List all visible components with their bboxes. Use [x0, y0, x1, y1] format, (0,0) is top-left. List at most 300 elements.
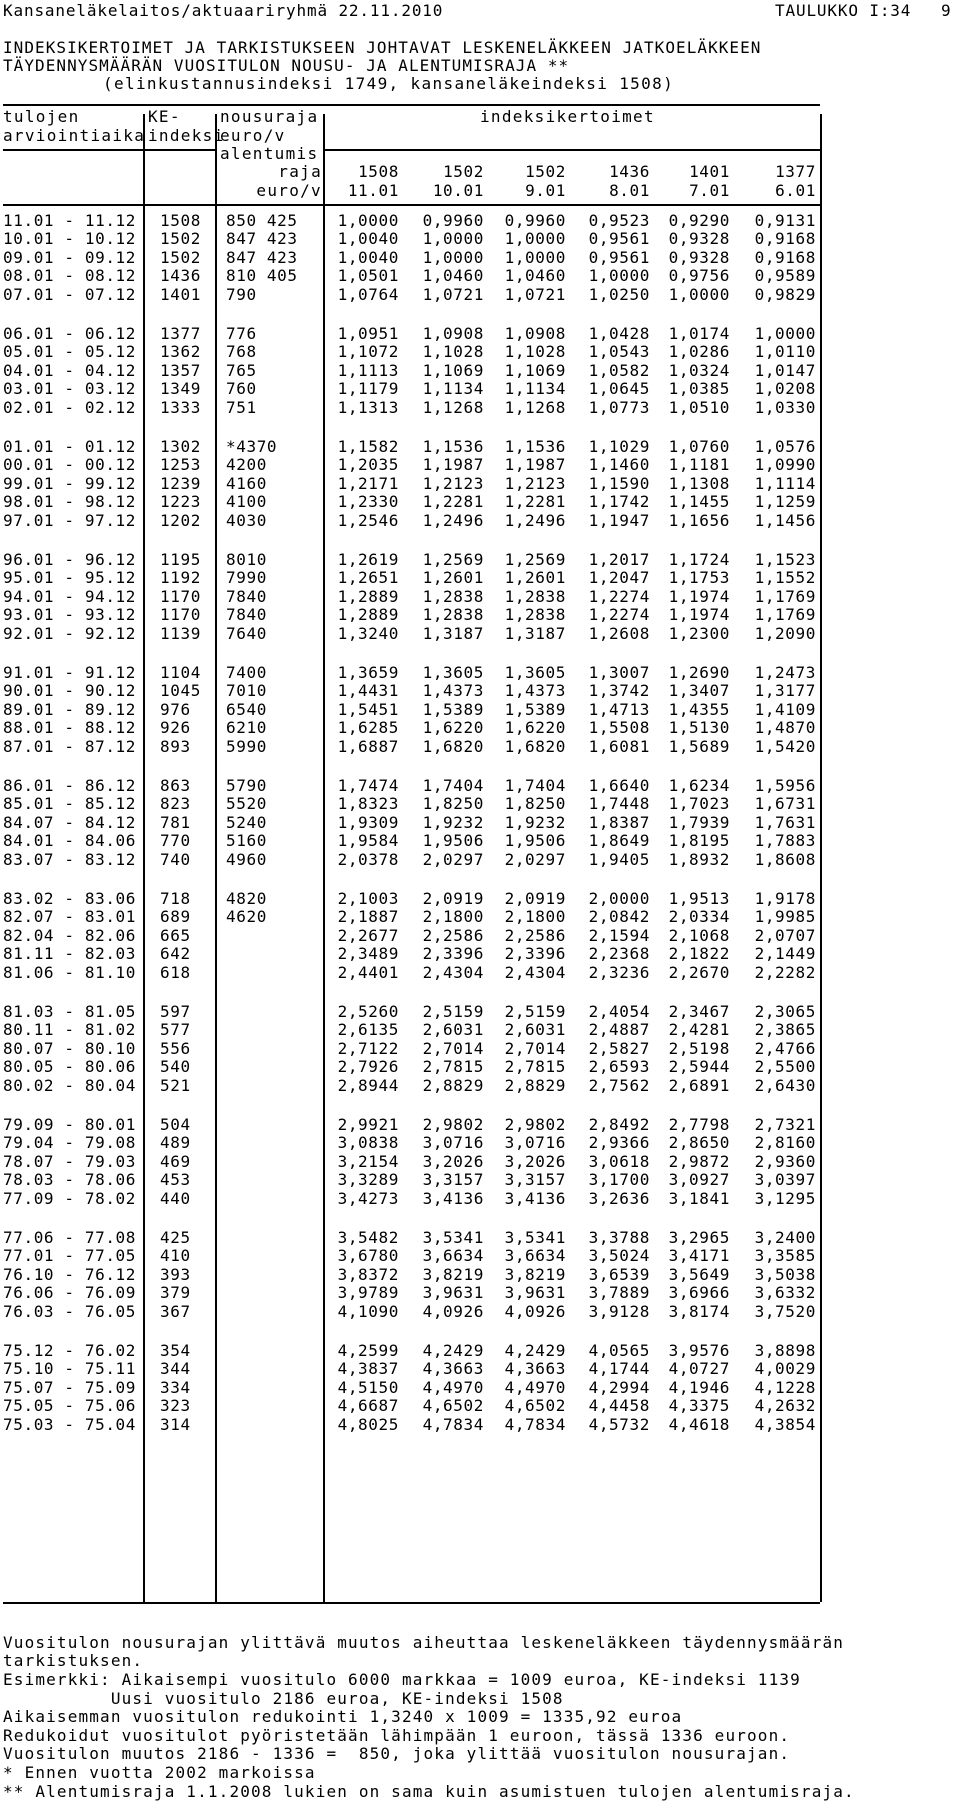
row-period: 99.01 - 99.12 [3, 473, 137, 493]
row-period: 84.01 - 84.06 [3, 831, 137, 851]
row-coefficient: 2,0000 [588, 889, 650, 908]
footer-example-5: Vuositulon muutos 2186 - 1336 = 850, joka ylittää vuositulon nousurajan. [3, 1744, 791, 1763]
row-coefficient: 4,3375 [668, 1396, 730, 1416]
row-coefficient: 1,2496 [422, 510, 484, 530]
row-coefficient: 0,9960 [504, 211, 566, 230]
row-coefficient: 1,2496 [504, 510, 566, 530]
row-coefficient: 1,6887 [337, 736, 399, 756]
row-coefficient: 2,6031 [422, 1020, 484, 1040]
row-coefficient: 2,1449 [754, 944, 816, 964]
row-limit-euro: 776 [226, 324, 257, 343]
row-ke-index: 556 [160, 1038, 191, 1058]
row-coefficient: 2,3865 [754, 1020, 816, 1040]
row-ke-index: 1349 [160, 379, 201, 399]
row-limit-euro: *4370 [226, 437, 278, 456]
row-coefficient: 1,1069 [504, 360, 566, 380]
row-coefficient: 1,0000 [337, 211, 399, 230]
row-coefficient: 1,1313 [337, 397, 399, 417]
row-period: 01.01 - 01.12 [3, 437, 137, 456]
row-coefficient: 1,1134 [504, 379, 566, 399]
row-coefficient: 0,9290 [668, 211, 730, 230]
row-coefficient: 1,7631 [754, 812, 816, 832]
row-coefficient: 2,9360 [754, 1151, 816, 1171]
row-coefficient: 1,1268 [422, 397, 484, 417]
row-coefficient: 1,2047 [588, 568, 650, 588]
row-coefficient: 1,0428 [588, 324, 650, 343]
row-ke-index: 926 [160, 718, 191, 738]
row-limit-euro: 4160 [226, 473, 267, 493]
row-coefficient: 1,5130 [668, 718, 730, 738]
row-coefficient: 4,0926 [422, 1301, 484, 1321]
row-coefficient: 1,2838 [422, 605, 484, 625]
row-coefficient: 2,5260 [337, 1002, 399, 1021]
header-bottom-col3 [217, 204, 323, 206]
row-coefficient: 2,1594 [588, 925, 650, 945]
row-period: 98.01 - 98.12 [3, 492, 137, 512]
row-coefficient: 1,5956 [754, 776, 816, 795]
row-coefficient: 1,3605 [504, 663, 566, 682]
row-coefficient: 1,2171 [337, 473, 399, 493]
coeff-year-header: 1436 [609, 162, 650, 181]
row-coefficient: 2,7014 [422, 1038, 484, 1058]
footer-note-1: Vuositulon nousurajan ylittävä muutos aiheuttaa leskeneläkkeen täydennysmäärän [3, 1633, 845, 1652]
table-label: TAULUKKO I:34 [775, 1, 912, 20]
row-coefficient: 3,0397 [754, 1170, 816, 1190]
row-coefficient: 3,3157 [504, 1170, 566, 1190]
row-ke-index: 1045 [160, 681, 201, 701]
row-coefficient: 1,1656 [668, 510, 730, 530]
row-limit-euro: 4620 [226, 907, 267, 927]
row-coefficient: 1,5420 [754, 736, 816, 756]
row-coefficient: 2,2677 [337, 925, 399, 945]
title-line-1: INDEKSIKERTOIMET JA TARKISTUKSEEN JOHTAVAT LESKENELÄKKEEN JATKOELÄKKEEN [3, 38, 762, 57]
row-ke-index: 1104 [160, 663, 201, 682]
row-coefficient: 2,0378 [337, 849, 399, 869]
row-coefficient: 1,0000 [504, 229, 566, 249]
row-coefficient: 0,9328 [668, 247, 730, 267]
row-coefficient: 1,0460 [422, 266, 484, 286]
row-coefficient: 1,7404 [504, 776, 566, 795]
row-coefficient: 1,1987 [422, 455, 484, 475]
row-coefficient: 1,0147 [754, 360, 816, 380]
row-coefficient: 1,2619 [337, 550, 399, 569]
row-coefficient: 1,1113 [337, 360, 399, 380]
row-coefficient: 1,5508 [588, 718, 650, 738]
row-ke-index: 393 [160, 1264, 191, 1284]
row-coefficient: 2,4054 [588, 1002, 650, 1021]
row-coefficient: 1,2123 [422, 473, 484, 493]
row-coefficient: 4,4458 [588, 1396, 650, 1416]
row-coefficient: 1,2601 [504, 568, 566, 588]
row-coefficient: 3,8219 [422, 1264, 484, 1284]
row-period: 03.01 - 03.12 [3, 379, 137, 399]
row-limit-euro: 5160 [226, 831, 267, 851]
row-coefficient: 1,0250 [588, 284, 650, 304]
row-coefficient: 1,1456 [754, 510, 816, 530]
row-coefficient: 1,0330 [754, 397, 816, 417]
row-coefficient: 1,0582 [588, 360, 650, 380]
row-period: 83.02 - 83.06 [3, 889, 137, 908]
row-coefficient: 1,0510 [668, 397, 730, 417]
row-coefficient: 3,2026 [504, 1151, 566, 1171]
row-coefficient: 1,6081 [588, 736, 650, 756]
org-date-line: Kansaneläkelaitos/aktuaariryhmä 22.11.2010 [3, 1, 444, 20]
row-coefficient: 3,7889 [588, 1283, 650, 1303]
row-coefficient: 1,0000 [668, 284, 730, 304]
row-coefficient: 3,5038 [754, 1264, 816, 1284]
row-coefficient: 2,5159 [422, 1002, 484, 1021]
row-coefficient: 2,3467 [668, 1002, 730, 1021]
row-coefficient: 1,2274 [588, 586, 650, 606]
row-coefficient: 1,1069 [422, 360, 484, 380]
row-coefficient: 1,1987 [504, 455, 566, 475]
row-coefficient: 1,5389 [422, 699, 484, 719]
row-ke-index: 469 [160, 1151, 191, 1171]
row-limit-euro: 8010 [226, 550, 267, 569]
row-ke-index: 781 [160, 812, 191, 832]
row-coefficient: 2,1800 [504, 907, 566, 927]
row-coefficient: 1,3187 [504, 623, 566, 643]
row-coefficient: 1,1582 [337, 437, 399, 456]
row-period: 87.01 - 87.12 [3, 736, 137, 756]
row-coefficient: 3,6634 [422, 1246, 484, 1266]
row-limit-euro: 7840 [226, 605, 267, 625]
row-coefficient: 4,2429 [504, 1341, 566, 1360]
row-coefficient: 3,8898 [754, 1341, 816, 1360]
row-coefficient: 1,2569 [504, 550, 566, 569]
row-period: 80.02 - 80.04 [3, 1075, 137, 1095]
col-header-euro-v: euro/v [220, 126, 286, 145]
page-number: 9 [941, 1, 951, 20]
row-coefficient: 1,1179 [337, 379, 399, 399]
row-coefficient: 2,7815 [504, 1057, 566, 1077]
row-period: 80.05 - 80.06 [3, 1057, 137, 1077]
row-period: 90.01 - 90.12 [3, 681, 137, 701]
row-coefficient: 1,0208 [754, 379, 816, 399]
title-line-2: TÄYDENNYSMÄÄRÄN VUOSITULON NOUSU- JA ALENTUMISRAJA ** [3, 56, 570, 75]
row-coefficient: 4,1228 [754, 1377, 816, 1397]
row-coefficient: 2,5159 [504, 1002, 566, 1021]
row-coefficient: 3,9576 [668, 1341, 730, 1360]
row-coefficient: 1,7939 [668, 812, 730, 832]
col-header-tulojen: tulojen [3, 107, 80, 126]
table-bottom-rule [3, 1602, 820, 1604]
row-coefficient: 2,6430 [754, 1075, 816, 1095]
row-coefficient: 1,0000 [588, 266, 650, 286]
row-coefficient: 4,2632 [754, 1396, 816, 1416]
row-coefficient: 3,3585 [754, 1246, 816, 1266]
row-coefficient: 1,4431 [337, 681, 399, 701]
row-coefficient: 1,9232 [422, 812, 484, 832]
row-period: 76.10 - 76.12 [3, 1264, 137, 1284]
row-ke-index: 521 [160, 1075, 191, 1095]
row-coefficient: 3,1700 [588, 1170, 650, 1190]
row-coefficient: 1,2330 [337, 492, 399, 512]
row-coefficient: 1,9513 [668, 889, 730, 908]
row-coefficient: 1,0764 [337, 284, 399, 304]
footer-example-1: Esimerkki: Aikaisempi vuositulo 6000 markkaa = 1009 euroa, KE-indeksi 1139 [3, 1670, 801, 1689]
row-coefficient: 1,0040 [337, 247, 399, 267]
row-coefficient: 1,3407 [668, 681, 730, 701]
row-coefficient: 3,9631 [504, 1283, 566, 1303]
header-bottom-col2 [145, 204, 215, 206]
row-limit-euro: 7400 [226, 663, 267, 682]
row-ke-index: 1502 [160, 247, 201, 267]
row-coefficient: 0,9168 [754, 229, 816, 249]
row-limit-euro: 4100 [226, 492, 267, 512]
row-coefficient: 0,9561 [588, 229, 650, 249]
row-coefficient: 1,1769 [754, 586, 816, 606]
row-period: 10.01 - 10.12 [3, 229, 137, 249]
row-coefficient: 1,0721 [504, 284, 566, 304]
row-coefficient: 3,5341 [504, 1228, 566, 1247]
coeff-year-header: 1502 [443, 162, 484, 181]
row-coefficient: 1,9232 [504, 812, 566, 832]
row-coefficient: 4,5732 [588, 1414, 650, 1434]
row-period: 80.11 - 81.02 [3, 1020, 137, 1040]
row-coefficient: 2,0919 [504, 889, 566, 908]
row-coefficient: 2,3396 [422, 944, 484, 964]
row-coefficient: 3,2154 [337, 1151, 399, 1171]
row-coefficient: 0,9756 [668, 266, 730, 286]
row-coefficient: 4,1744 [588, 1359, 650, 1379]
row-coefficient: 2,9921 [337, 1115, 399, 1134]
row-coefficient: 2,9802 [504, 1115, 566, 1134]
row-coefficient: 0,9328 [668, 229, 730, 249]
row-coefficient: 1,1028 [504, 342, 566, 362]
row-coefficient: 2,8650 [668, 1133, 730, 1153]
row-coefficient: 1,2546 [337, 510, 399, 530]
row-coefficient: 1,9405 [588, 849, 650, 869]
row-coefficient: 2,4766 [754, 1038, 816, 1058]
row-ke-index: 618 [160, 962, 191, 982]
row-coefficient: 4,0565 [588, 1341, 650, 1360]
col-header-alentumis: alentumis [220, 144, 319, 163]
row-coefficient: 1,2608 [588, 623, 650, 643]
coeff-date-header: 10.01 [432, 181, 484, 200]
row-coefficient: 3,2965 [668, 1228, 730, 1247]
row-ke-index: 976 [160, 699, 191, 719]
row-ke-index: 1195 [160, 550, 201, 569]
row-coefficient: 2,1068 [668, 925, 730, 945]
row-coefficient: 3,8372 [337, 1264, 399, 1284]
row-coefficient: 3,3289 [337, 1170, 399, 1190]
row-coefficient: 1,3240 [337, 623, 399, 643]
row-period: 80.07 - 80.10 [3, 1038, 137, 1058]
row-coefficient: 1,1536 [422, 437, 484, 456]
row-coefficient: 2,3236 [588, 962, 650, 982]
row-limit-euro: 7010 [226, 681, 267, 701]
row-coefficient: 4,2429 [422, 1341, 484, 1360]
row-coefficient: 1,2035 [337, 455, 399, 475]
row-coefficient: 1,8932 [668, 849, 730, 869]
header-rule-col2 [145, 149, 215, 151]
row-ke-index: 1170 [160, 605, 201, 625]
row-coefficient: 1,3007 [588, 663, 650, 682]
row-coefficient: 2,8829 [504, 1075, 566, 1095]
row-period: 77.06 - 77.08 [3, 1228, 137, 1247]
row-coefficient: 1,1181 [668, 455, 730, 475]
footer-alentumisraja-note: ** Alentumisraja 1.1.2008 lukien on sama kuin asumistuen tulojen alentumisraja. [3, 1782, 855, 1801]
row-coefficient: 1,2300 [668, 623, 730, 643]
coeff-date-header: 11.01 [347, 181, 399, 200]
row-limit-euro: 7640 [226, 623, 267, 643]
row-coefficient: 3,8219 [504, 1264, 566, 1284]
row-ke-index: 314 [160, 1414, 191, 1434]
row-limit-euro: 768 [226, 342, 257, 362]
row-coefficient: 2,4304 [504, 962, 566, 982]
row-period: 00.01 - 00.12 [3, 455, 137, 475]
row-coefficient: 1,9506 [504, 831, 566, 851]
row-coefficient: 2,5500 [754, 1057, 816, 1077]
coeff-date-header: 7.01 [689, 181, 730, 200]
footer-markka-note: * Ennen vuotta 2002 markoissa [3, 1763, 316, 1782]
row-period: 06.01 - 06.12 [3, 324, 137, 343]
row-coefficient: 1,0908 [504, 324, 566, 343]
row-coefficient: 2,7815 [422, 1057, 484, 1077]
row-coefficient: 1,5689 [668, 736, 730, 756]
row-coefficient: 3,5341 [422, 1228, 484, 1247]
row-ke-index: 323 [160, 1396, 191, 1416]
row-coefficient: 3,5649 [668, 1264, 730, 1284]
row-ke-index: 453 [160, 1170, 191, 1190]
row-coefficient: 2,0334 [668, 907, 730, 927]
row-coefficient: 2,0919 [422, 889, 484, 908]
row-coefficient: 1,0000 [754, 324, 816, 343]
row-period: 94.01 - 94.12 [3, 586, 137, 606]
row-limit-euro: 7990 [226, 568, 267, 588]
row-period: 97.01 - 97.12 [3, 510, 137, 530]
row-coefficient: 2,0297 [504, 849, 566, 869]
row-coefficient: 3,9789 [337, 1283, 399, 1303]
row-coefficient: 2,6135 [337, 1020, 399, 1040]
title-line-3: (elinkustannusindeksi 1749, kansaneläkeindeksi 1508) [103, 74, 675, 93]
row-coefficient: 4,7834 [422, 1414, 484, 1434]
row-coefficient: 2,1887 [337, 907, 399, 927]
row-coefficient: 1,0543 [588, 342, 650, 362]
row-coefficient: 3,6539 [588, 1264, 650, 1284]
row-coefficient: 1,1947 [588, 510, 650, 530]
row-limit-euro: 4200 [226, 455, 267, 475]
row-ke-index: 740 [160, 849, 191, 869]
row-coefficient: 1,4373 [422, 681, 484, 701]
row-coefficient: 3,7520 [754, 1301, 816, 1321]
row-coefficient: 2,7122 [337, 1038, 399, 1058]
row-period: 81.03 - 81.05 [3, 1002, 137, 1021]
row-coefficient: 3,8174 [668, 1301, 730, 1321]
row-coefficient: 4,7834 [504, 1414, 566, 1434]
row-coefficient: 1,1974 [668, 586, 730, 606]
col-header-arviointiaika: arviointiaika [3, 126, 146, 145]
row-ke-index: 1436 [160, 266, 201, 286]
row-ke-index: 689 [160, 907, 191, 927]
row-period: 75.10 - 75.11 [3, 1359, 137, 1379]
row-coefficient: 4,1946 [668, 1377, 730, 1397]
row-ke-index: 379 [160, 1283, 191, 1303]
row-coefficient: 3,6780 [337, 1246, 399, 1266]
row-ke-index: 1239 [160, 473, 201, 493]
row-coefficient: 1,1523 [754, 550, 816, 569]
row-coefficient: 2,8160 [754, 1133, 816, 1153]
row-period: 75.03 - 75.04 [3, 1414, 137, 1434]
row-coefficient: 1,1590 [588, 473, 650, 493]
row-coefficient: 1,1455 [668, 492, 730, 512]
coeff-year-header: 1377 [775, 162, 816, 181]
row-coefficient: 3,0716 [422, 1133, 484, 1153]
row-coefficient: 1,2473 [754, 663, 816, 682]
row-coefficient: 1,1259 [754, 492, 816, 512]
row-coefficient: 2,5944 [668, 1057, 730, 1077]
row-coefficient: 1,8387 [588, 812, 650, 832]
row-coefficient: 1,6731 [754, 794, 816, 814]
row-limit-euro: 5240 [226, 812, 267, 832]
row-coefficient: 1,2090 [754, 623, 816, 643]
row-coefficient: 4,4970 [504, 1377, 566, 1397]
row-period: 89.01 - 89.12 [3, 699, 137, 719]
row-coefficient: 1,7448 [588, 794, 650, 814]
row-period: 92.01 - 92.12 [3, 623, 137, 643]
row-ke-index: 425 [160, 1228, 191, 1247]
row-ke-index: 334 [160, 1377, 191, 1397]
row-coefficient: 3,6966 [668, 1283, 730, 1303]
row-ke-index: 863 [160, 776, 191, 795]
row-period: 93.01 - 93.12 [3, 605, 137, 625]
row-coefficient: 1,8323 [337, 794, 399, 814]
row-ke-index: 489 [160, 1133, 191, 1153]
row-coefficient: 1,1028 [422, 342, 484, 362]
row-coefficient: 2,6593 [588, 1057, 650, 1077]
row-coefficient: 4,5150 [337, 1377, 399, 1397]
row-coefficient: 1,0040 [337, 229, 399, 249]
row-coefficient: 4,0926 [504, 1301, 566, 1321]
row-coefficient: 4,3663 [504, 1359, 566, 1379]
row-period: 88.01 - 88.12 [3, 718, 137, 738]
row-coefficient: 3,2636 [588, 1188, 650, 1208]
row-ke-index: 642 [160, 944, 191, 964]
row-coefficient: 1,6285 [337, 718, 399, 738]
row-period: 78.03 - 78.06 [3, 1170, 137, 1190]
row-coefficient: 3,3788 [588, 1228, 650, 1247]
row-coefficient: 1,0908 [422, 324, 484, 343]
row-coefficient: 2,7321 [754, 1115, 816, 1134]
row-coefficient: 4,3663 [422, 1359, 484, 1379]
row-coefficient: 2,1822 [668, 944, 730, 964]
row-ke-index: 1502 [160, 229, 201, 249]
row-coefficient: 3,6634 [504, 1246, 566, 1266]
row-coefficient: 2,6031 [504, 1020, 566, 1040]
row-coefficient: 1,1308 [668, 473, 730, 493]
header-bottom-col1 [3, 204, 143, 206]
row-coefficient: 3,1295 [754, 1188, 816, 1208]
row-coefficient: 1,2281 [422, 492, 484, 512]
row-coefficient: 1,2281 [504, 492, 566, 512]
row-coefficient: 1,4713 [588, 699, 650, 719]
row-coefficient: 1,2274 [588, 605, 650, 625]
row-limit-euro: 765 [226, 360, 257, 380]
row-coefficient: 3,5024 [588, 1246, 650, 1266]
row-ke-index: 1192 [160, 568, 201, 588]
row-coefficient: 1,1552 [754, 568, 816, 588]
row-period: 77.01 - 77.05 [3, 1246, 137, 1266]
row-coefficient: 2,7926 [337, 1057, 399, 1077]
row-coefficient: 1,4870 [754, 718, 816, 738]
row-coefficient: 2,4887 [588, 1020, 650, 1040]
row-period: 81.11 - 82.03 [3, 944, 137, 964]
row-coefficient: 0,9829 [754, 284, 816, 304]
row-period: 08.01 - 08.12 [3, 266, 137, 286]
row-period: 02.01 - 02.12 [3, 397, 137, 417]
row-ke-index: 1223 [160, 492, 201, 512]
